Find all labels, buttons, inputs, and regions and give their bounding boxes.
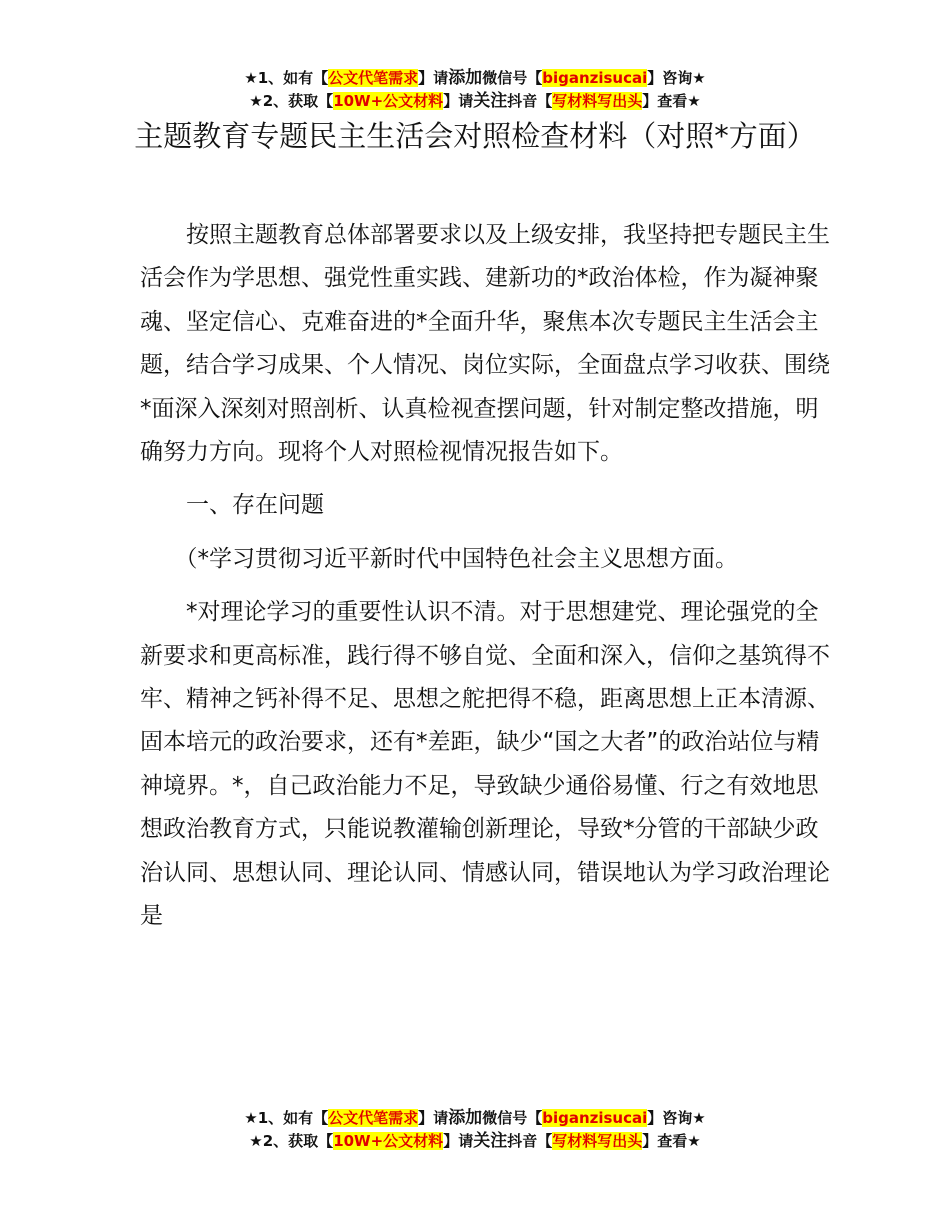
banner-douyin-id: 写材料写出头 — [552, 92, 643, 110]
banner-suffix: 】查看★ — [642, 92, 701, 110]
banner-wechat-id: biganzisucai — [542, 1109, 648, 1127]
banner-prefix: ★2、获取【 — [249, 1132, 334, 1150]
banner-emphasis: 关注 — [473, 1131, 508, 1151]
banner-text: 抖音【 — [507, 92, 553, 110]
banner-highlight-materials: 10W+公文材料 — [333, 92, 444, 110]
banner-prefix: ★2、获取【 — [249, 92, 334, 110]
banner-douyin-id: 写材料写出头 — [552, 1132, 643, 1150]
banner-wechat-id: biganzisucai — [542, 69, 648, 87]
footer-banner-line1 — [0, 1107, 950, 1130]
header-banner-line1 — [0, 67, 950, 90]
body-paragraph: *对理论学习的重要性认识不清。对于思想建党、理论强党的全新要求和更高标准，践行得不够自觉、全面和深入，信仰之基筑得不牢、精神之钙补得不足、思想之舵把得不稳，距离思想上正本清源、固本培元的政治要求，还有*差距，缺少“国之大者”的政治站位与精神境界。*，自己政治能力不足，导致缺少通俗易懂、行之有效地思想政治教育方式，只能说教灌输创新理论，导致*分管的干部缺少政治认同、思想认同、理论认同、情感认同，错误地认为学习政治理论是 — [140, 599, 830, 930]
footer-banner-line2 — [0, 1130, 950, 1153]
banner-text: 抖音【 — [507, 1132, 553, 1150]
header-banner — [0, 67, 950, 113]
header-banner-line2 — [0, 90, 950, 113]
banner-highlight-materials: 10W+公文材料 — [333, 1132, 444, 1150]
banner-suffix: 】咨询★ — [647, 69, 706, 87]
banner-text: 微信号【 — [482, 69, 543, 87]
document-body — [140, 214, 835, 939]
intro-paragraph: 按照主题教育总体部署要求以及上级安排，我坚持把专题民主生活会作为学思想、强党性重实践、建新功的*政治体检，作为凝神聚魂、坚定信心、克难奋进的*全面升华，聚焦本次专题民主生活会主题，结合学习成果、个人情况、岗位实际，全面盘点学习收获、围绕*面深入深刻对照剖析、认真检视查摆问题，针对制定整改措施，明确努力方向。现将个人对照检视情况报告如下。 — [140, 222, 830, 466]
banner-suffix: 】咨询★ — [647, 1109, 706, 1127]
footer-banner — [0, 1107, 950, 1153]
banner-emphasis: 添加 — [448, 68, 483, 88]
banner-text: 】请 — [418, 69, 449, 87]
banner-text: 微信号【 — [482, 1109, 543, 1127]
banner-highlight-ghostwriting: 公文代笔需求 — [328, 69, 419, 87]
banner-prefix: ★1、如有【 — [244, 69, 329, 87]
banner-text: 】请 — [443, 92, 474, 110]
document-title: 主题教育专题民主生活会对照检查材料（对照*方面） — [134, 119, 816, 153]
banner-text: 】请 — [443, 1132, 474, 1150]
subsection-heading: （*学习贯彻习近平新时代中国特色社会主义思想方面。 — [174, 545, 738, 572]
banner-emphasis: 添加 — [448, 1108, 483, 1128]
banner-text: 】请 — [418, 1109, 449, 1127]
banner-emphasis: 关注 — [473, 91, 508, 111]
section-heading: 一、存在问题 — [186, 492, 324, 519]
banner-highlight-ghostwriting: 公文代笔需求 — [328, 1109, 419, 1127]
banner-suffix: 】查看★ — [642, 1132, 701, 1150]
banner-prefix: ★1、如有【 — [244, 1109, 329, 1127]
